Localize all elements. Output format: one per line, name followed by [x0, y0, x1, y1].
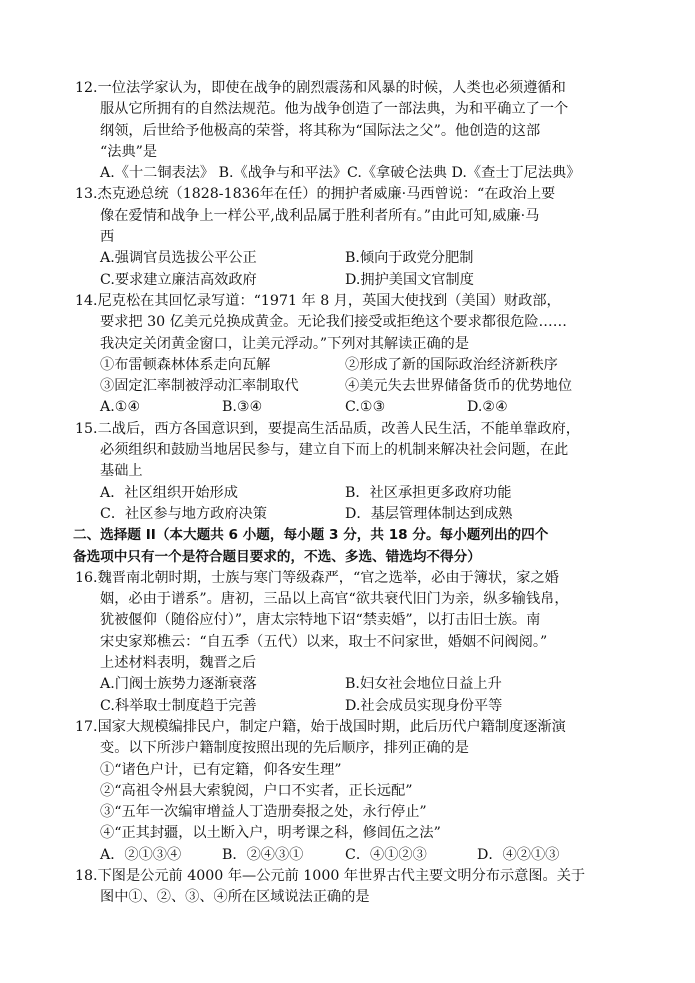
options-row	[75, 674, 635, 695]
option-c: C.要求建立廉洁高效政府	[100, 271, 257, 288]
question-18	[75, 866, 635, 909]
option-d: D．④②①③	[477, 846, 560, 863]
option-c: C.科举取士制度趋于完善	[100, 697, 257, 714]
option-b: B．②④③①	[222, 846, 304, 863]
section-heading-line: 二、选择题 II（本大题共 6 小题，每小题 3 分，共 18 分。每小题列出的四个	[73, 527, 549, 544]
question-stem-line: 像在爱情和战争上一样公平,战利品属于胜利者所有。”由此可知,威廉·马	[100, 207, 540, 224]
question-stem-line: “法典”是	[100, 143, 158, 160]
statement-2: ②形成了新的国际政治经济新秩序	[345, 356, 558, 373]
option-d: D．基层管理体制达到成熟	[345, 505, 513, 522]
question-stem-line: 要求把 30 亿美元兑换成黄金。无论我们接受或拒绝这个要求都很危险……	[100, 314, 567, 331]
option-c: C.①③	[345, 399, 386, 416]
option-b: B.③④	[222, 399, 263, 416]
options-row	[75, 696, 635, 717]
question-stem-line: 姻，必由于谱系”。唐初，三品以上高官“欲共衰代旧门为亲，纵多输钱帛，	[100, 591, 569, 608]
question-stem-line: 图中①、②、③、④所在区域说法正确的是	[100, 889, 370, 906]
question-stem-line: 必须组织和鼓励当地居民参与，建立自下而上的机制来解决社会问题，在此	[100, 442, 569, 459]
statement-1: ①“诸色户计，已有定籍，仰各安生理”	[100, 761, 342, 778]
question-number: 18.	[75, 867, 98, 884]
question-stem-line: 犹被偃仰（随俗应付）”，唐太宗特地下诏“禁卖婚”，以打击旧士族。南	[100, 612, 541, 629]
question-stem-line: 15.二战后，西方各国意识到，要提高生活品质，改善人民生活，不能单靠政府，	[75, 419, 635, 440]
option-b: B．社区承担更多政府功能	[345, 484, 512, 501]
question-stem-line: 服从它所拥有的自然法规范。他为战争创造了一部法典，为和平确立了一个	[100, 101, 569, 118]
question-number: 15.	[75, 420, 98, 437]
question-stem-line: 西	[100, 229, 115, 246]
question-stem-line: 14.尼克松在其回忆录写道：“1971 年 8 月，英国大使找到（美国）财政部，	[75, 291, 635, 312]
options-row	[75, 483, 635, 504]
option-a: A．②①③④	[100, 846, 182, 863]
question-stem-line: 18.下图是公元前 4000 年—公元前 1000 年世界古代主要文明分布示意图。关于	[75, 866, 635, 887]
question-stem-line: 变。以下所涉户籍制度按照出现的先后顺序，排列正确的是	[100, 740, 469, 757]
option-d: D.社会成员实现身份平等	[345, 697, 503, 714]
statement-2: ②“高祖令州县大索貌阅，户口不实者，正长远配”	[100, 782, 413, 799]
question-stem-line: 我决定关闭黄金窗口，让美元浮动。”下列对其解读正确的是	[100, 335, 470, 352]
statement-4: ④美元失去世界储备货币的优势地位	[345, 378, 573, 395]
section-heading-line: 备选项中只有一个是符合题目要求的，不选、多选、错选均不得分）	[73, 548, 481, 565]
question-stem-line: 17.国家大规模编排民户，制定户籍，始于战国时期，此后历代户籍制度逐渐演	[75, 717, 635, 738]
option-a: A.门阀士族势力逐渐衰落	[100, 676, 257, 693]
question-13	[75, 184, 635, 290]
options-row	[75, 397, 635, 418]
option-c: C．社区参与地方政府决策	[100, 505, 267, 522]
options-row	[75, 248, 635, 269]
statement-3: ③固定汇率制被浮动汇率制取代	[100, 378, 299, 395]
question-stem-line: 16.魏晋南北朝时期，士族与寒门等级森严，“官之选举，必由于簿状，家之婚	[75, 568, 635, 589]
question-stem-line: 基础上	[100, 463, 143, 480]
question-stem-line: 上述材料表明，魏晋之后	[100, 655, 257, 672]
options-row	[75, 504, 635, 525]
question-15	[75, 419, 635, 525]
question-12	[75, 78, 635, 184]
statements-row	[75, 376, 635, 397]
question-stem-line: 12.一位法学家认为，即使在战争的剧烈震荡和风暴的时候，人类也必须遵循和	[75, 78, 635, 99]
question-17	[75, 717, 635, 866]
option-b: B.妇女社会地位日益上升	[345, 676, 502, 693]
question-number: 13.	[75, 186, 98, 203]
option-b: B.倾向于政党分肥制	[345, 250, 474, 267]
statement-3: ③“五年一次编审增益人丁造册奏报之处，永行停止”	[100, 804, 427, 821]
question-number: 12.	[75, 80, 98, 96]
question-number: 14.	[75, 292, 98, 309]
option-c: C．④①②③	[345, 846, 427, 863]
statements-row	[75, 355, 635, 376]
option-d: D.拥护美国文官制度	[345, 271, 474, 288]
question-stem-line: 13.杰克逊总统（1828-1836年在任）的拥护者威廉·马西曾说：“在政治上要	[75, 184, 635, 205]
answer-options: A.《十二铜表法》 B.《战争与和平法》C.《拿破仑法典 D.《查士丁尼法典》	[100, 165, 581, 182]
option-a: A.强调官员选拔公平公正	[100, 250, 257, 267]
question-16	[75, 568, 635, 717]
question-stem-line: 宋史家郑樵云：“自五季（五代）以来，取士不问家世，婚姻不问阀阅。”	[100, 633, 548, 650]
question-14	[75, 291, 635, 419]
exam-page	[75, 78, 635, 909]
statement-4: ④“正其封疆，以土断入户，明考课之科，修闾伍之法”	[100, 825, 441, 842]
question-stem-line: 纲领，后世给予他极高的荣誉，将其称为“国际法之父”。他创造的这部	[100, 122, 541, 139]
option-a: A．社区组织开始形成	[100, 484, 238, 501]
options-row	[75, 845, 635, 866]
question-number: 16.	[75, 569, 98, 586]
statement-1: ①布雷顿森林体系走向瓦解	[100, 356, 271, 373]
question-number: 17.	[75, 718, 98, 735]
option-a: A.①④	[100, 399, 141, 416]
options-row	[75, 270, 635, 291]
section-heading	[73, 525, 633, 568]
option-d: D.②④	[467, 399, 508, 416]
